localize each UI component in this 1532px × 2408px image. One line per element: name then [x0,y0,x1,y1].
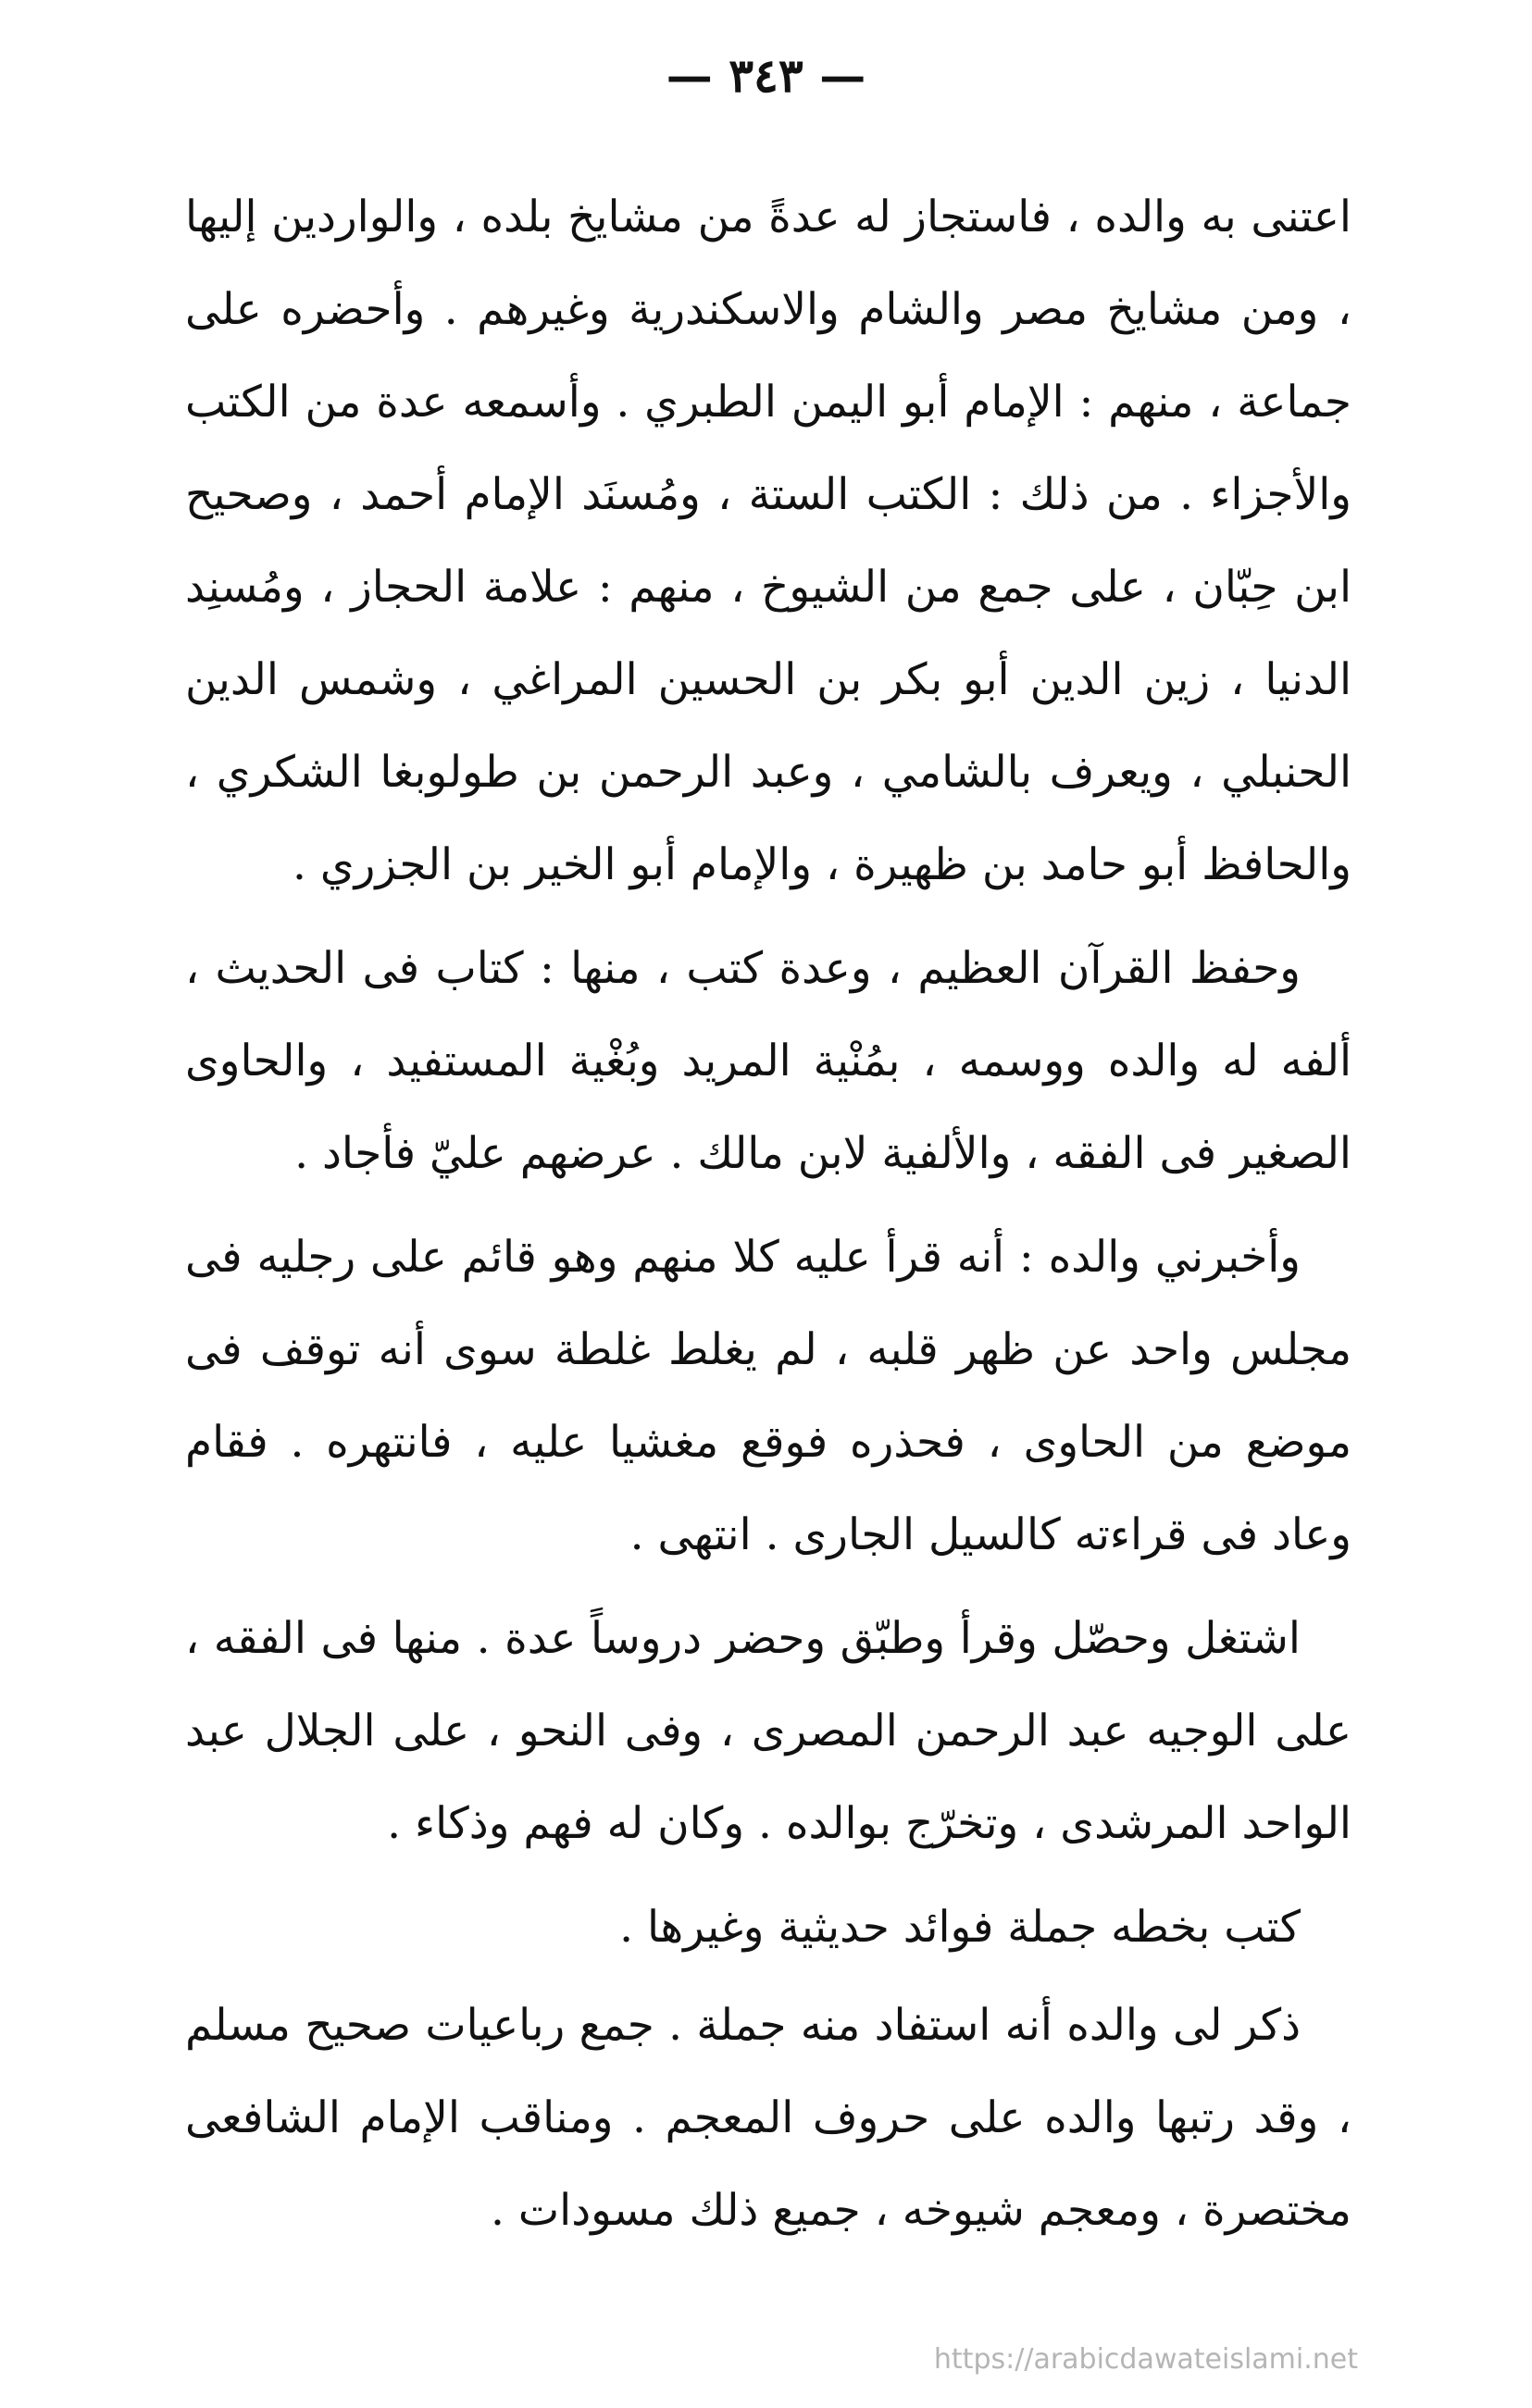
paragraph-5: كتب بخطه جملة فوائد حديثية وغيرها . [619,1902,1301,1953]
paragraph-2: وحفظ القرآن العظيم ، وعدة كتب ، منها : كتاب فى الحديث ، ألفه له والده ووسمه ، بمُنْية المريد وبُغْية المستفيد ، والحاوى الصغير فى الفقه ، والألفية لابن مالك . عرضهم عليّ فأجاد . [185,943,1351,1179]
body-text [185,171,1351,2257]
paragraph-6: ذكر لى والده أنه استفاد منه جملة . جمع رباعيات صحيح مسلم ، وقد رتبها والده على حروف المعجم . ومناقب الإمام الشافعى مختصرة ، ومعجم شيوخه ، جميع ذلك مسودات . [185,2000,1351,2236]
paragraph-1: اعتنى به والده ، فاستجاز له عدةً من مشايخ بلده ، والواردين إليها ، ومن مشايخ مصر والشام والاسكندرية وغيرهم . وأحضره على جماعة ، منهم : الإمام أبو اليمن الطبري . وأسمعه عدة من الكتب والأجزاء . من ذلك : الكتب الستة ، ومُسنَد الإمام أحمد ، وصحيح ابن حِبّان ، على جمع من الشيوخ ، منهم : علامة الحجاز ، ومُسنِد الدنيا ، زين الدين أبو بكر بن الحسين المراغي ، وشمس الدين الحنبلي ، ويعرف بالشامي ، وعبد الرحمن بن طولوبغا الشكري ، والحافظ أبو حامد بن ظهيرة ، والإمام أبو الخير بن الجزري . [185,192,1351,890]
paragraph-3: وأخبرني والده : أنه قرأ عليه كلا منهم وهو قائم على رجليه فى مجلس واحد عن ظهر قلبه ، لم يغلط غلطة سوى أنه توقف فى موضع من الحاوى ، فحذره فوقع مغشيا عليه ، فانتهره . فقام وعاد فى قراءته كالسيل الجارى . انتهى . [185,1232,1351,1560]
watermark-url: https://arabicdawateislami.net [933,2343,1358,2376]
paragraph-4: اشتغل وحصّل وقرأ وطبّق وحضر دروساً عدة . منها فى الفقه ، على الوجيه عبد الرحمن المصرى ، وفى النحو ، على الجلال عبد الواحد المرشدى ، وتخرّج بوالده . وكان له فهم وذكاء . [185,1613,1351,1849]
page-number: — ٣٤٣ — [666,48,866,103]
